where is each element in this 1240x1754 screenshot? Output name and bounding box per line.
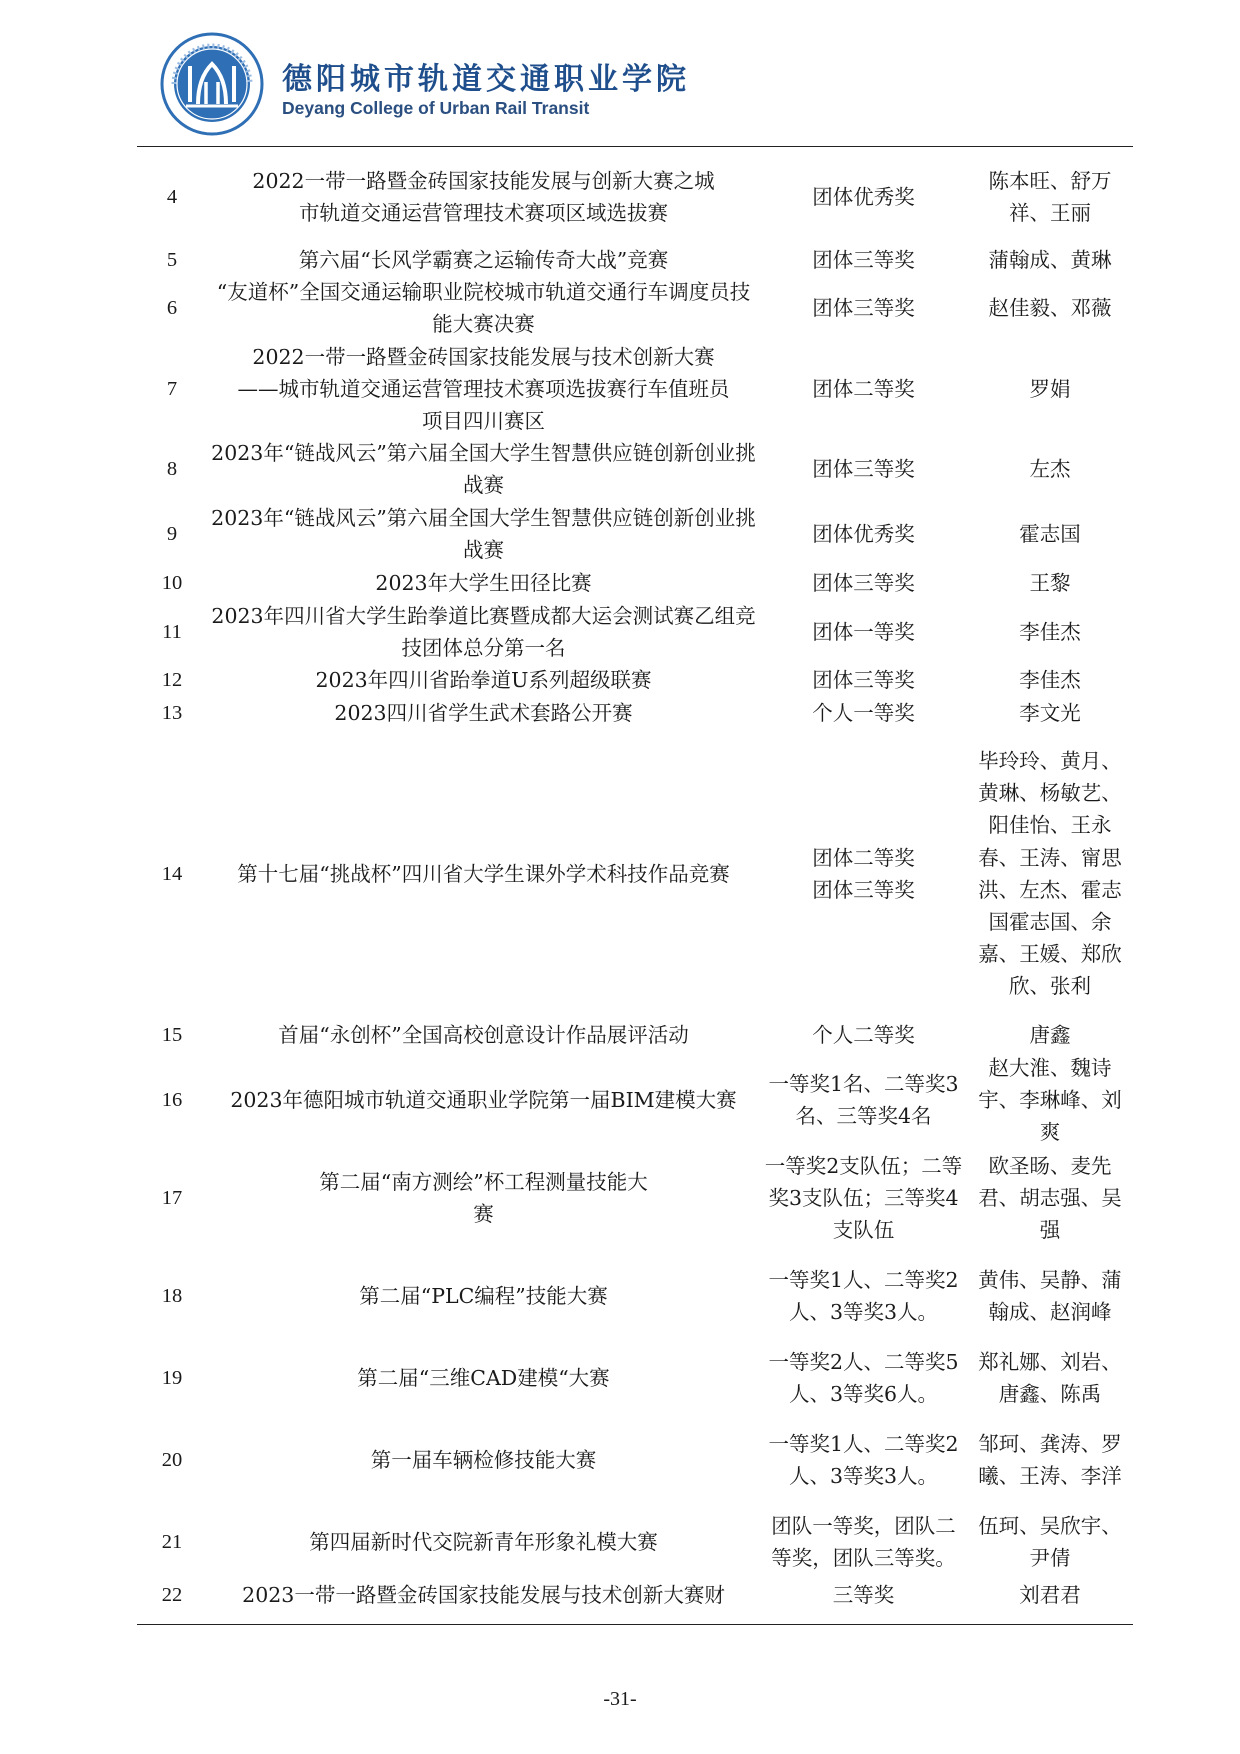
- competition-name: 2023年四川省大学生跆拳道比赛暨成都大运会测试赛乙组竞技团体总分第一名: [211, 604, 756, 661]
- award-level: 一等奖2支队伍；二等奖3支队伍；三等奖4支队伍: [764, 1153, 963, 1243]
- table-row: [137, 664, 1133, 696]
- row-number: 17: [161, 1186, 183, 1209]
- competition-name: 第一届车辆检修技能大赛: [370, 1447, 597, 1472]
- college-logo-emblem-icon: [160, 32, 264, 136]
- competition-name: 第四届新时代交院新青年形象礼模大赛: [309, 1529, 658, 1554]
- table-row: [137, 437, 1133, 501]
- competition-name: 第六届“长风学霸赛之运输传奇大战”竞赛: [298, 248, 669, 272]
- row-number: 6: [166, 297, 178, 320]
- table-row: [137, 697, 1133, 729]
- award-level: 团体三等奖: [812, 570, 915, 595]
- row-number: 4: [166, 185, 178, 208]
- row-number: 15: [161, 1023, 183, 1046]
- table-row: [137, 502, 1133, 566]
- table-row: [137, 341, 1133, 438]
- row-number: 11: [162, 621, 182, 644]
- row-number: 21: [161, 1530, 183, 1553]
- table-row: [137, 729, 1133, 1019]
- winner-names: 赵佳毅、邓薇: [988, 296, 1112, 321]
- row-number: 20: [161, 1448, 183, 1471]
- row-number: 13: [161, 701, 183, 724]
- award-level: 团体三等奖: [812, 668, 915, 693]
- winner-names: 唐鑫: [1029, 1022, 1071, 1047]
- page-header: [160, 28, 1120, 146]
- row-number: 22: [161, 1583, 183, 1606]
- college-name-cn: 德阳城市轨道交通职业学院: [282, 62, 690, 97]
- table-row: [137, 1575, 1133, 1615]
- winner-names: 毕玲玲、黄月、黄琳、杨敏艺、阳佳怡、王永春、王涛、甯思洪、左杰、霍志国霍志国、余嘉、王媛、郑欣欣、张利: [978, 749, 1122, 999]
- winner-names: 刘君君: [1019, 1582, 1081, 1607]
- row-number: 16: [161, 1088, 183, 1111]
- competition-name: 第二届“南方测绘”杯工程测量技能大赛: [319, 1169, 648, 1227]
- row-number: 18: [161, 1284, 183, 1307]
- table-row: [137, 1345, 1133, 1411]
- table-row: [137, 1051, 1133, 1149]
- row-number: 5: [166, 249, 178, 271]
- table-row: [137, 1411, 1133, 1509]
- award-level: 三等奖: [832, 1582, 895, 1607]
- table-row: [137, 1149, 1133, 1247]
- awards-table: [137, 150, 1133, 1615]
- competition-name: 2022一带一路暨金砖国家技能发展与技术创新大赛——城市轨道交通运营管理技术赛项选拔赛行车值班员项目四川赛区: [237, 344, 730, 434]
- award-level: 一等奖1名、二等奖3名、三等奖4名: [768, 1071, 959, 1129]
- table-bottom-rule: [137, 1624, 1133, 1625]
- award-level: 一等奖2人、二等奖5人、3等奖6人。: [768, 1349, 959, 1407]
- winner-names: 陈本旺、舒万祥、王丽: [988, 168, 1112, 225]
- winner-names: 欧圣旸、麦先君、胡志强、吴强: [978, 1153, 1122, 1243]
- winner-names: 李文光: [1019, 700, 1081, 725]
- winner-names: 霍志国: [1019, 521, 1081, 546]
- award-level: 个人一等奖: [812, 700, 915, 725]
- winner-names: 李佳杰: [1019, 668, 1081, 693]
- award-level: 团体优秀奖: [812, 521, 915, 546]
- competition-name: 第二届“PLC编程”技能大赛: [359, 1283, 608, 1308]
- winner-names: 王黎: [1029, 570, 1071, 595]
- competition-name: 第十七届“挑战杯”四川省大学生课外学术科技作品竞赛: [237, 861, 730, 886]
- table-row: [137, 566, 1133, 600]
- award-level: 团体二等奖 团体三等奖: [812, 845, 915, 902]
- college-name-en: Deyang College of Urban Rail Transit: [282, 98, 590, 118]
- table-row: [137, 276, 1133, 340]
- competition-name: 2023年“链战风云”第六届全国大学生智慧供应链创新创业挑战赛: [211, 441, 756, 498]
- table-row: [137, 1247, 1133, 1345]
- award-level: 团体优秀奖: [812, 184, 915, 209]
- competition-name: 2023一带一路暨金砖国家技能发展与技术创新大赛财: [242, 1582, 725, 1607]
- competition-name: 2023年大学生田径比赛: [375, 570, 592, 595]
- winner-names: 黄伟、吴静、蒲翰成、赵润峰: [978, 1267, 1122, 1325]
- competition-name: 首届“永创杯”全国高校创意设计作品展评活动: [278, 1022, 689, 1047]
- table-row: [137, 1019, 1133, 1051]
- winner-names: 郑礼娜、刘岩、唐鑫、陈禹: [978, 1349, 1122, 1407]
- award-level: 团队一等奖，团队二等奖，团队三等奖。: [771, 1513, 956, 1571]
- table-row: [137, 244, 1133, 276]
- winner-names: 李佳杰: [1019, 620, 1081, 645]
- competition-name: 2023年“链战风云”第六届全国大学生智慧供应链创新创业挑战赛: [211, 505, 756, 562]
- award-level: 一等奖1人、二等奖2人、3等奖3人。: [768, 1267, 959, 1325]
- award-level: 一等奖1人、二等奖2人、3等奖3人。: [768, 1431, 959, 1489]
- table-row: [137, 1509, 1133, 1575]
- winner-names: 邹珂、龚涛、罗曦、王涛、李洋: [978, 1431, 1122, 1489]
- row-number: 9: [166, 522, 178, 545]
- row-number: 14: [161, 862, 183, 885]
- competition-name: 2022一带一路暨金砖国家技能发展与创新大赛之城市轨道交通运营管理技术赛项区域选拔赛: [252, 168, 715, 225]
- competition-name: 2023年四川省跆拳道U系列超级联赛: [315, 668, 652, 693]
- competition-name: 2023年德阳城市轨道交通职业学院第一届BIM建模大赛: [230, 1087, 737, 1112]
- competition-name: 第二届“三维CAD建模“大赛: [357, 1365, 610, 1390]
- table-row: [137, 600, 1133, 664]
- winner-names: 赵大淮、魏诗宇、李琳峰、刘爽: [978, 1055, 1122, 1145]
- award-level: 团体二等奖: [812, 376, 915, 401]
- competition-name: “友道杯”全国交通运输职业院校城市轨道交通行车调度员技能大赛决赛: [216, 280, 751, 337]
- award-level: 团体三等奖: [812, 296, 915, 321]
- page-number: -31-: [603, 1688, 637, 1710]
- row-number: 8: [166, 458, 178, 481]
- row-number: 19: [161, 1366, 183, 1389]
- competition-name: 2023四川省学生武术套路公开赛: [334, 700, 633, 725]
- header-divider: [137, 146, 1133, 147]
- award-level: 个人二等奖: [812, 1022, 915, 1047]
- row-number: 10: [161, 571, 183, 594]
- table-row: [137, 150, 1133, 244]
- winner-names: 伍珂、吴欣宇、尹倩: [978, 1513, 1122, 1571]
- row-number: 7: [166, 377, 178, 400]
- college-logo: [160, 32, 264, 136]
- award-level: 团体三等奖: [812, 457, 915, 482]
- award-level: 团体一等奖: [812, 620, 915, 645]
- winner-names: 蒲翰成、黄琳: [988, 248, 1112, 272]
- winner-names: 左杰: [1029, 457, 1071, 482]
- award-level: 团体三等奖: [812, 248, 915, 272]
- winner-names: 罗娟: [1029, 376, 1071, 401]
- row-number: 12: [161, 669, 183, 692]
